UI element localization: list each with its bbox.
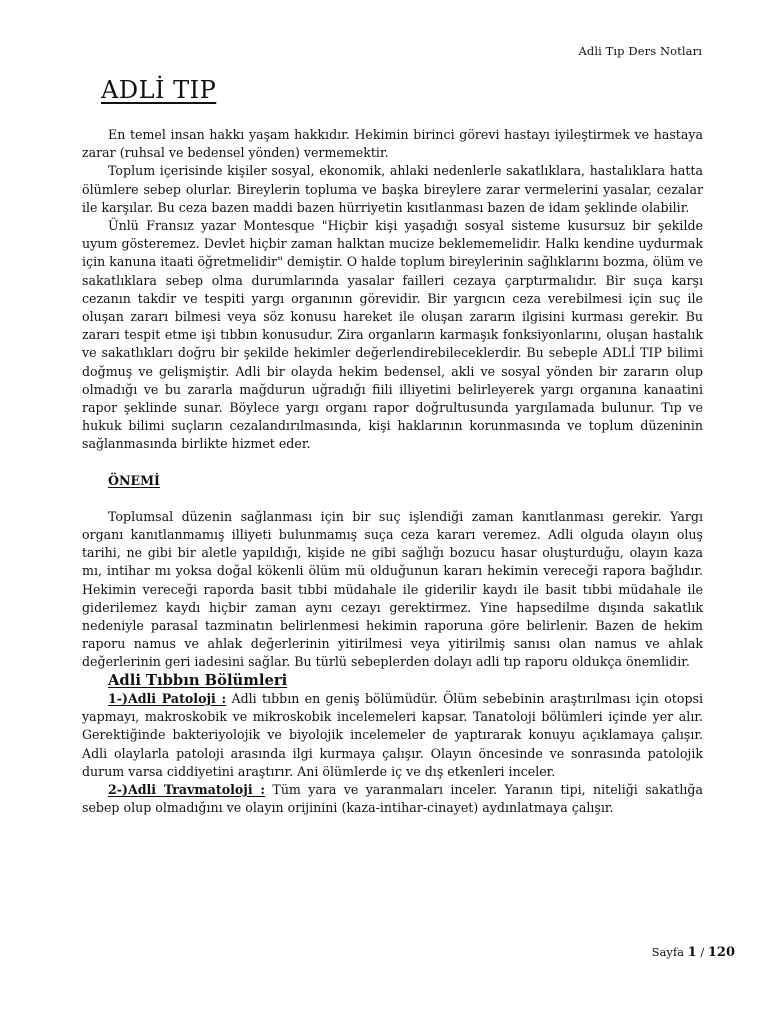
document-body xyxy=(82,126,703,817)
branch-text: Adli tıbbın en geniş bölümüdür. Ölüm sebebinin araştırılması için otopsi yapmayı, makroskobik ve mikroskobik incelemeleri kapsar. Tanatoloji bölümleri içinde yer alır. Gerektiğinde bakteriyolojik ve biyolojik incelemeler de yaptırarak konuyu açıklamaya çalışır. Adli olaylarla patoloji arasında ilgi kurmaya çalışır. Olayın öncesinde ve sonrasında patolojik durum varsa ciddiyetini araştırır. Ani ölümlerde iç ve dış etkenleri inceler. xyxy=(82,690,703,779)
page-current: 1 xyxy=(687,945,697,960)
branch-paragraph-1 xyxy=(82,690,703,781)
page-number xyxy=(652,945,735,960)
intro-paragraph-1: En temel insan hakkı yaşam hakkıdır. Hekimin birinci görevi hastayı iyileştirmek ve hastaya zarar (ruhsal ve bedensel yönden) vermemektir. xyxy=(82,127,703,161)
branch-paragraph-2 xyxy=(82,781,703,817)
intro-paragraph-2: Toplum içerisinde kişiler sosyal, ekonomik, ahlaki nedenlerle sakatlıklara, hastalıklara hatta ölümlere sebep olurlar. Bireylerin topluma ve başka bireylere zarar vermelerini yasalar, cezalar ile karşılar. Bu ceza bazen maddi bazen hürriyetin kısıtlanması bazen de idam şeklinde olabilir. xyxy=(82,163,703,215)
importance-heading: ÖNEMİ xyxy=(108,472,160,488)
branch-term: 1-)Adli Patoloji : xyxy=(108,690,227,706)
importance-paragraph: Toplumsal düzenin sağlanması için bir suç işlendiği zaman kanıtlanması gerekir. Yargı organı kanıtlanmamış illiyeti bulunmamış suça ceza kararı veremez. Adli olguda olayın oluş tarihi, ne gibi bir aletle yapıldığı, kişide ne gibi sağlığı bozucu hasar oluşturduğu, olayın kaza mı, intihar mı yoksa doğal kökenli ölüm mü olduğunun kararı hekimin vereceği rapora bağlıdır. Hekimin vereceği raporda basit tıbbi müdahale ile giderilir kaydı ile basit tıbbi müdahale ile giderilemez kaydı hiçbir zaman aynı cezayı gerektirmez. Yine hapsedilme dışında sakatlık nedeniyle parasal tazminatın belirlenmesi hekimin raporuna göre belirlenir. Bazen de hekim raporu namus ve ahlak değerlerinin yitirilmesi veya yitirilmiş sanısı olan namus ve ahlak değerlerinin geri iadesini sağlar. Bu türlü sebeplerden dolayı adli tıp raporu oldukça önemlidir. xyxy=(82,508,703,670)
page-label: Sayfa xyxy=(651,945,684,959)
section-spacer xyxy=(82,454,703,472)
branches-heading: Adli Tıbbın Bölümleri xyxy=(108,671,288,689)
branch-term: 2-)Adli Travmatoloji : xyxy=(108,781,266,797)
intro-paragraph-3: Ünlü Fransız yazar Montesque "Hiçbir kişi yaşadığı sosyal sisteme kusursuz bir şekilde uyum gösteremez. Devlet hiçbir zaman halktan mucize beklememelidir. Halkı kendine uydurmak için kanuna itaati öğretmelidir" demiştir. O halde toplum bireylerinin sağlıklarını bozma, ölüm ve sakatlıklara sebep olma durumlarında yasalar failleri cezaya çarptırmalıdır. Bir suça karşı cezanın takdir ve tespiti yargı organının görevidir. Bir yargıcın ceza verebilmesi için suç ile oluşan zararı bilmesi veya söz konusu hareket ile oluşan zararın ilgisini kurması gerekir. Bu zararı tespit etme işi tıbbın konusudur. Zira organların karmaşık fonksiyonlarını, oluşan hastalık ve sakatlıkları doğru bir şekilde hekimler değerlendirebileceklerdir. Bu sebeple ADLİ TIP bilimi doğmuş ve gelişmiştir. Adli bir olayda hekim bedensel, akli ve sosyal yönden bir zararın olup olmadığı ve bu zararla mağdurun uğradığı fiili illiyetini belirleyerek yargı organına kanaatini rapor şeklinde sunar. Böylece yargı organı rapor doğrultusunda yargılamada bulunur. Tıp ve hukuk bilimi suçların cezalandırılmasında, kişi haklarının korunmasında ve toplum düzeninin sağlanmasında birlikte hizmet eder. xyxy=(82,218,703,452)
running-header: Adli Tıp Ders Notları xyxy=(578,44,702,58)
page-separator: / xyxy=(696,945,708,959)
page-total: 120 xyxy=(707,945,735,960)
branch-text: Tüm yara ve yaranmaları inceler. Yaranın tipi, niteliği sakatlığa sebep olup olmadığını ve olayın orijinini (kaza-intihar-cinayet) aydınlatmaya çalışır. xyxy=(82,781,703,816)
section-spacer xyxy=(82,490,703,508)
document-title: ADLİ TIP xyxy=(101,76,217,104)
